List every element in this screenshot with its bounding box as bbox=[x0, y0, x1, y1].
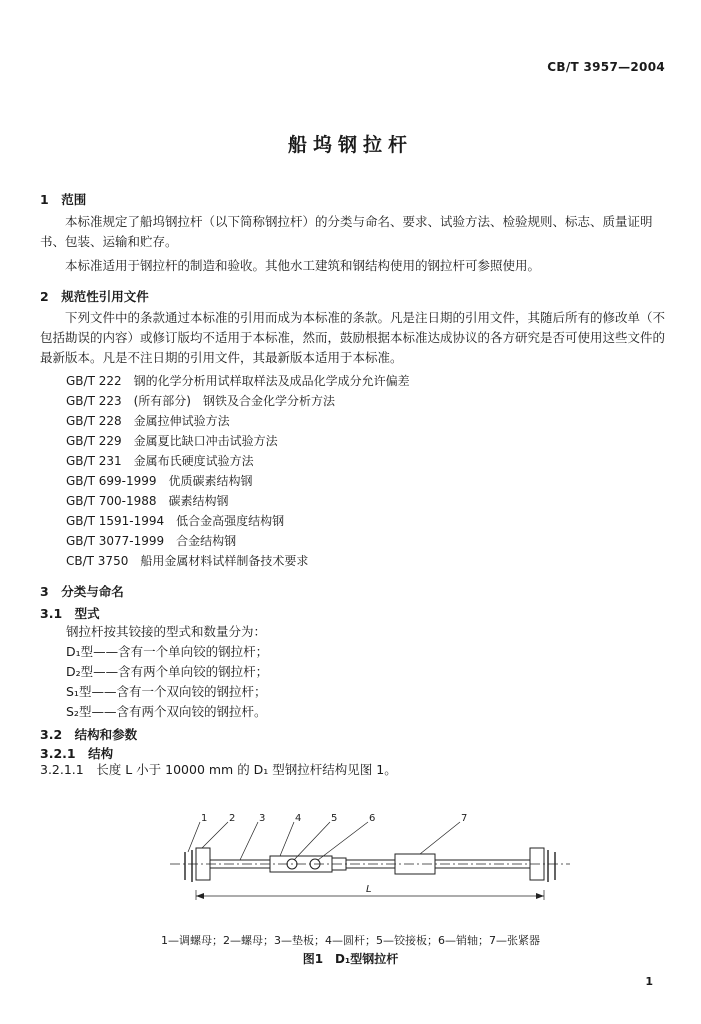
subsection-title: 结构 bbox=[88, 746, 114, 761]
callout-label: 3 bbox=[259, 813, 266, 824]
reference-item: GB/T 229 金属夏比缺口冲击试验方法 bbox=[66, 434, 278, 448]
type-intro: 钢拉杆按其铰接的型式和数量分为： bbox=[66, 624, 267, 639]
type-item: D₁型——含有一个单向铰的钢拉杆； bbox=[66, 644, 269, 659]
callout-label: 6 bbox=[369, 813, 376, 824]
callout-label: 5 bbox=[331, 813, 338, 824]
section-3-heading bbox=[40, 582, 124, 600]
tie-rod-figure bbox=[170, 812, 570, 922]
callout-label: 7 bbox=[461, 813, 468, 824]
section-2-paragraph: 下列文件中的条款通过本标准的引用而成为本标准的条款。凡是注日期的引用文件，其随后所有的修改单（不包括勘误的内容）或修订版均不适用于本标准，然而，鼓励根据本标准达成协议的各方研究是否可使用这些文件的最新版本。凡是不注日期的引用文件，其最新版本适用于本标准。 bbox=[40, 310, 666, 365]
section-1-paragraph-2: 本标准适用于钢拉杆的制造和验收。其他水工建筑和钢结构使用的钢拉杆可参照使用。 bbox=[65, 258, 541, 273]
leader-line bbox=[240, 822, 258, 860]
section-number: 3 bbox=[40, 584, 49, 599]
subsection-title: 结构和参数 bbox=[74, 727, 138, 742]
section-1-heading bbox=[40, 190, 86, 208]
page-number: 1 bbox=[645, 975, 653, 988]
figure-title: 图1 D₁型钢拉杆 bbox=[302, 952, 399, 966]
callout-label: 1 bbox=[201, 813, 208, 824]
reference-item: GB/T 1591-1994 低合金高强度结构钢 bbox=[66, 514, 285, 528]
reference-item: GB/T 228 金属拉伸试验方法 bbox=[66, 414, 230, 428]
subsection-3-1-heading bbox=[40, 604, 100, 622]
clause-text: 长度 L 小于 10000 mm 的 D₁ 型钢拉杆结构见图 1。 bbox=[96, 762, 397, 777]
section-title: 分类与命名 bbox=[61, 584, 124, 599]
reference-item: GB/T 699-1999 优质碳素结构钢 bbox=[66, 474, 253, 488]
type-item: S₁型——含有一个双向铰的钢拉杆； bbox=[66, 684, 267, 699]
type-item: D₂型——含有两个单向铰的钢拉杆； bbox=[66, 664, 269, 679]
section-number: 2 bbox=[40, 289, 49, 304]
dimension-arrow bbox=[196, 893, 204, 899]
leader-line bbox=[420, 822, 460, 854]
reference-item: CB/T 3750 船用金属材料试样制备技术要求 bbox=[66, 554, 309, 568]
standard-number: CB/T 3957—2004 bbox=[547, 60, 665, 74]
subsection-number: 3.1 bbox=[40, 606, 63, 621]
clause-number: 3.2.1.1 bbox=[40, 762, 84, 777]
section-2-heading bbox=[40, 287, 149, 305]
subsection-title: 型式 bbox=[74, 606, 100, 621]
reference-item: GB/T 222 钢的化学分析用试样取样法及成品化学成分允许偏差 bbox=[66, 374, 410, 388]
callout-label: 2 bbox=[229, 813, 236, 824]
callout-label: 4 bbox=[295, 813, 302, 824]
section-title: 范围 bbox=[61, 192, 87, 207]
figure-caption: 1—调螺母；2—螺母；3—垫板；4—圆杆；5—铰接板；6—销轴；7—张紧器 bbox=[161, 934, 540, 947]
reference-item: GB/T 3077-1999 合金结构钢 bbox=[66, 534, 237, 548]
reference-item: GB/T 223 (所有部分) 钢铁及合金化学分析方法 bbox=[66, 394, 335, 408]
subsection-number: 3.2.1 bbox=[40, 746, 76, 761]
subsection-3-2-heading bbox=[40, 725, 137, 743]
subsection-number: 3.2 bbox=[40, 727, 63, 742]
reference-item: GB/T 231 金属布氏硬度试验方法 bbox=[66, 454, 254, 468]
leader-line bbox=[294, 822, 330, 860]
document-title: 船坞钢拉杆 bbox=[287, 134, 413, 156]
reference-item: GB/T 700-1988 碳素结构钢 bbox=[66, 494, 229, 508]
leader-line bbox=[202, 822, 228, 848]
dimension-arrow bbox=[536, 893, 544, 899]
subsection-3-2-1-1 bbox=[40, 760, 397, 780]
dimension-label: L bbox=[366, 884, 372, 895]
leader-line bbox=[318, 822, 368, 860]
section-1-paragraph-1: 本标准规定了船坞钢拉杆（以下简称钢拉杆）的分类与命名、要求、试验方法、检验规则、标志、质量证明书、包装、运输和贮存。 bbox=[40, 214, 653, 249]
type-item: S₂型——含有两个双向铰的钢拉杆。 bbox=[66, 704, 267, 719]
leader-line bbox=[280, 822, 294, 856]
section-number: 1 bbox=[40, 192, 49, 207]
section-title: 规范性引用文件 bbox=[61, 289, 149, 304]
